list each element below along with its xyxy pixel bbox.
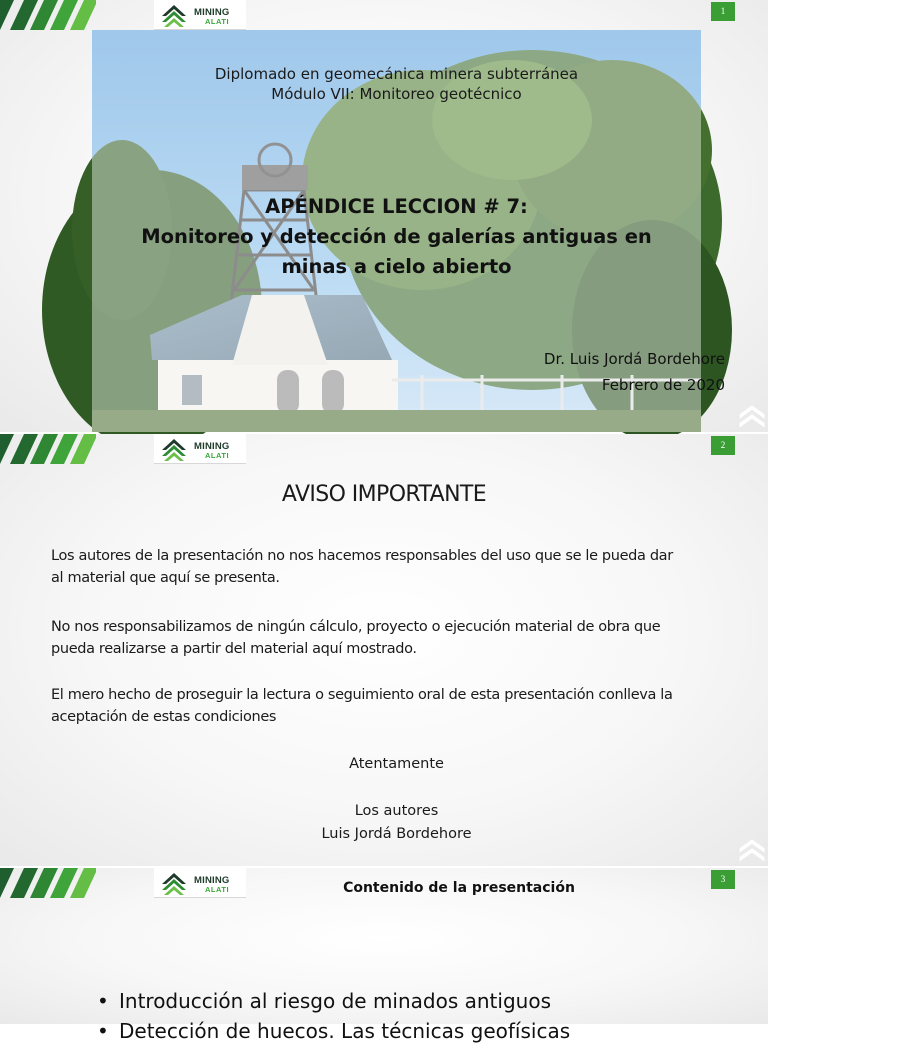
logo-text-mining: MINING <box>194 875 230 886</box>
bullet-icon: • <box>97 1019 109 1043</box>
slide-title: AVISO IMPORTANTE <box>281 482 487 507</box>
brand-logo <box>154 0 246 30</box>
subtitle-line-2: Módulo VII: Monitoreo geotécnico <box>271 85 522 103</box>
disclaimer-paragraph-3 <box>51 684 751 728</box>
mining-logo-icon <box>156 434 192 464</box>
paragraph-line: El mero hecho de proseguir la lectura o seguimiento oral de esta presentación conlleva la <box>51 687 673 703</box>
paragraph-line: aceptación de estas condiciones <box>51 709 277 725</box>
slide-title: Contenido de la presentación <box>343 880 575 896</box>
list-item-text: Introducción al riesgo de minados antiguos <box>119 989 551 1013</box>
bullet-icon: • <box>97 989 109 1013</box>
chevron-up-icon <box>736 400 768 432</box>
logo-text-alati: ALATI <box>205 451 230 460</box>
page-number-badge: 1 <box>711 2 735 21</box>
paragraph-line: No nos responsabilizamos de ningún cálculo, proyecto o ejecución material de obra que <box>51 619 661 635</box>
logo-text-mining: MINING <box>194 441 230 452</box>
slide-1 <box>0 0 768 432</box>
course-subtitle <box>92 64 701 104</box>
brand-stripes <box>0 0 96 30</box>
paragraph-line: pueda realizarse a partir del material aquí mostrado. <box>51 641 417 657</box>
paragraph-line: al material que aquí se presenta. <box>51 570 280 586</box>
disclaimer-paragraph-1 <box>51 545 751 589</box>
author-block <box>544 346 725 398</box>
contents-list <box>97 986 570 1046</box>
page-number-badge: 2 <box>711 436 735 455</box>
brand-stripes <box>0 434 96 464</box>
list-item-text: Detección de huecos. Las técnicas geofísicas <box>119 1019 571 1043</box>
brand-logo <box>154 434 246 464</box>
signature-name: Luis Jordá Bordehore <box>321 826 472 842</box>
page-number-badge: 3 <box>711 870 735 889</box>
list-item <box>97 986 570 1016</box>
mining-logo-icon <box>156 0 192 30</box>
presentation-title <box>92 192 701 282</box>
title-line-1: APÉNDICE LECCION # 7: <box>265 195 528 218</box>
slide-header <box>0 434 768 464</box>
list-item <box>97 1016 570 1046</box>
logo-text-alati: ALATI <box>205 885 230 894</box>
author-name: Dr. Luis Jordá Bordehore <box>543 350 725 368</box>
slide-header <box>0 0 768 30</box>
logo-text-alati: ALATI <box>205 17 230 26</box>
closing-text: Atentamente <box>349 756 444 772</box>
disclaimer-paragraph-2 <box>51 616 751 660</box>
slide-2 <box>0 434 768 866</box>
subtitle-line-1: Diplomado en geomecánica minera subterránea <box>214 65 579 83</box>
chevron-up-icon <box>736 834 768 866</box>
logo-text-mining: MINING <box>194 7 230 18</box>
presentation-date: Febrero de 2020 <box>601 376 725 394</box>
signature-authors: Los autores <box>354 803 439 819</box>
slide-3 <box>0 868 768 1043</box>
title-line-2: Monitoreo y detección de galerías antiguas en <box>141 225 652 248</box>
title-line-3: minas a cielo abierto <box>281 255 512 278</box>
paragraph-line: Los autores de la presentación no nos hacemos responsables del uso que se le pueda dar <box>51 548 673 564</box>
